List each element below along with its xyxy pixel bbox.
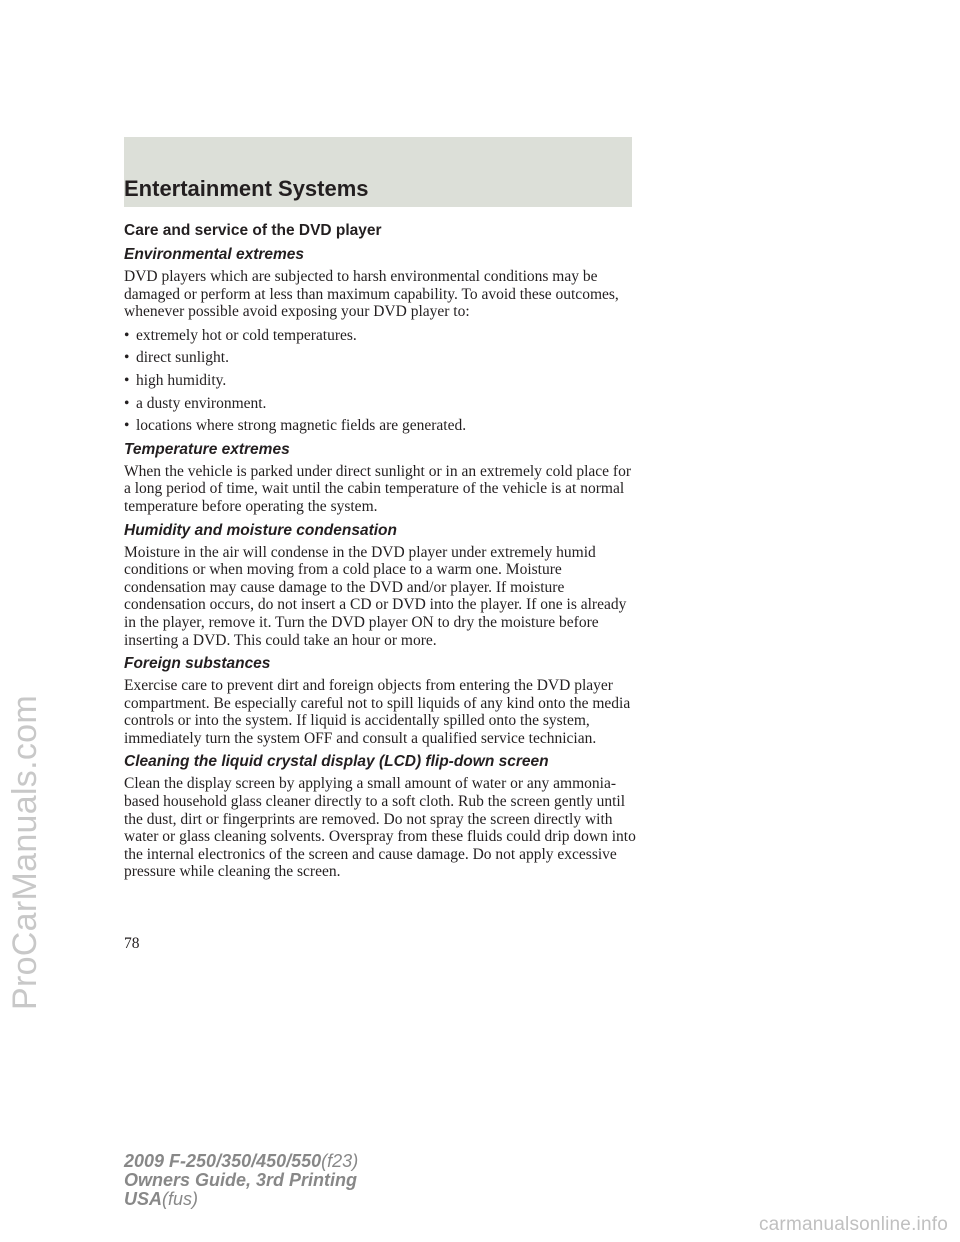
section-humidity xyxy=(124,522,636,650)
section-heading: Humidity and moisture condensation xyxy=(124,521,397,539)
footer-line-edition: Owners Guide, 3rd Printing xyxy=(124,1170,358,1190)
bullet-icon: • xyxy=(124,349,130,367)
bottom-watermark: carmanualsonline.info xyxy=(758,1214,948,1235)
footer-line-model: 2009 F-250/350/450/550(f23) xyxy=(124,1151,359,1171)
section-paragraph: Moisture in the air will condense in the DVD player under extremely humid conditions or when moving from a cold place to a warm one. Moisture condensation may cause damage to the DVD and/or player. If moisture condensation occurs, do not insert a CD or DVD into the player. If one is already in the player, remove it. Turn the DVD player ON to dry the moisture before inserting a DVD. This could take an hour or more. xyxy=(124,543,627,649)
bullet-icon: • xyxy=(124,371,130,389)
bullet-item: • a dusty environment. xyxy=(124,394,267,412)
page-number: 78 xyxy=(124,935,140,952)
bullet-list xyxy=(124,327,636,435)
section-temperature xyxy=(124,441,636,516)
section-heading: Environmental extremes xyxy=(124,246,305,263)
side-watermark: ProCarManuals.com xyxy=(6,695,44,1010)
bullet-icon: • xyxy=(124,326,130,344)
section-heading: Cleaning the liquid crystal display (LCD) flip-down screen xyxy=(124,753,549,771)
page-content xyxy=(124,222,636,887)
bullet-item: • direct sunlight. xyxy=(124,349,229,367)
section-paragraph: When the vehicle is parked under direct sunlight or in an extremely cold place for a long period of time, wait until the cabin temperature of the vehicle is at normal temperature before operating the system. xyxy=(124,462,632,515)
section-title: Entertainment Systems xyxy=(124,176,369,201)
bullet-icon: • xyxy=(124,394,130,412)
section-paragraph: Clean the display screen by applying a small amount of water or any ammonia-based household glass cleaner directly to a soft cloth. Rub the screen gently until the dust, dirt or fingerprints are removed. Do not spray the screen directly with water or glass cleaning solvents. Overspray from these fluids could drip down into the internal electronics of the screen and cause damage. Do not apply excessive pressure while cleaning the screen. xyxy=(124,775,636,881)
bullet-item: • locations where strong magnetic fields are generated. xyxy=(124,417,467,435)
document-footer xyxy=(124,1152,358,1209)
section-environmental xyxy=(124,246,636,435)
footer-line-market: USA(fus) xyxy=(124,1189,199,1209)
bullet-item: • extremely hot or cold temperatures. xyxy=(124,326,357,344)
section-foreign-substances xyxy=(124,655,636,747)
bullet-icon: • xyxy=(124,417,130,435)
section-cleaning-lcd xyxy=(124,753,636,881)
section-paragraph: Exercise care to prevent dirt and foreign objects from entering the DVD player compartment. Be especially careful not to spill liquids of any kind onto the media controls or into the system. If liquid is accidentally spilled onto the system, immediately turn the system OFF and consult a qualified service technician. xyxy=(124,677,631,747)
section-heading: Foreign substances xyxy=(124,655,271,673)
section-paragraph: DVD players which are subjected to harsh environmental conditions may be damaged or perform at less than maximum capability. To avoid these outcomes, whenever possible avoid exposing your DVD player to: xyxy=(124,268,619,321)
bullet-item: • high humidity. xyxy=(124,371,227,389)
main-heading: Care and service of the DVD player xyxy=(124,222,382,239)
section-heading: Temperature extremes xyxy=(124,440,290,458)
